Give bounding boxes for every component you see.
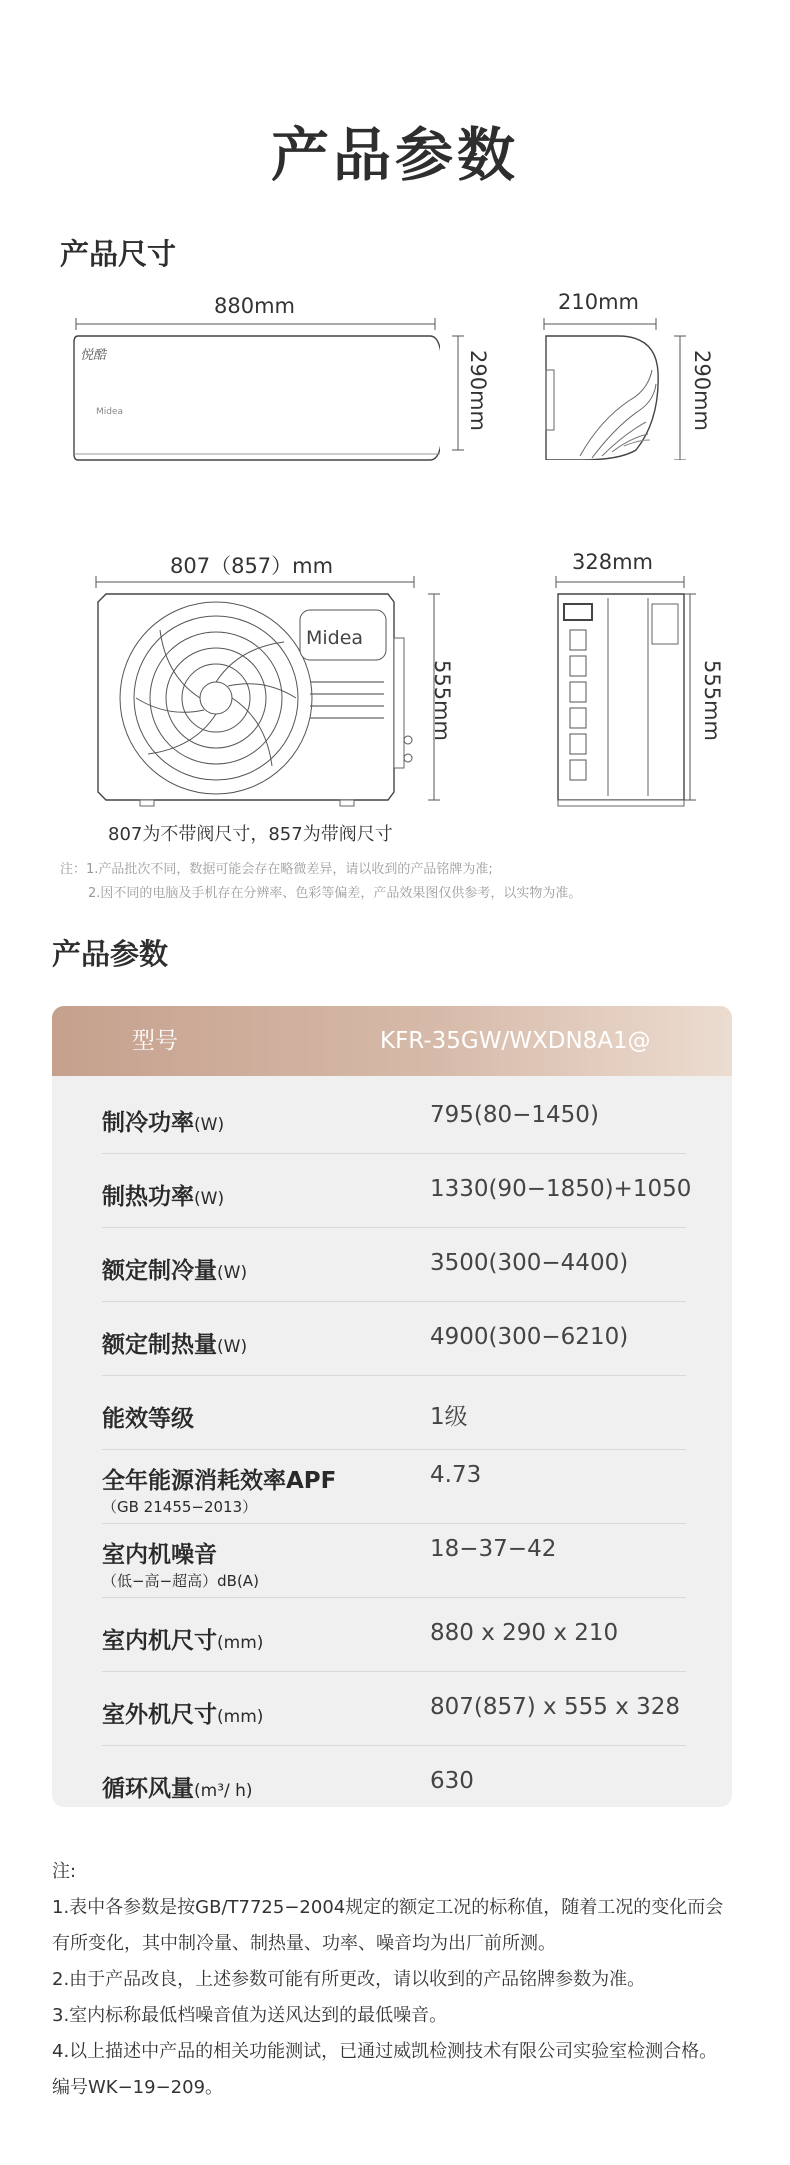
indoor-side-height-label: 290mm [690, 350, 714, 431]
row-value: 4900(300−6210) [430, 1324, 629, 1350]
row-value: 807(857) x 555 x 328 [430, 1694, 681, 1720]
model-label: 型号 [132, 1028, 178, 1054]
row-label: 室内机噪音 [102, 1542, 217, 1568]
row-sublabel: （低−高−超高）dB(A) [102, 1572, 259, 1590]
row-label: 额定制冷量 [102, 1258, 217, 1284]
row-label: 额定制热量 [102, 1332, 217, 1358]
footnote-title: 注: [52, 1861, 77, 1882]
indoor-unit-side-drawing [540, 310, 690, 460]
table-header [52, 1006, 732, 1076]
size-section-heading: 产品尺寸 [60, 237, 177, 271]
table-row [52, 1228, 732, 1302]
row-unit: (W) [194, 1189, 225, 1209]
indoor-logo: 悦酷 [80, 348, 107, 363]
valve-note: 807为不带阀尺寸，857为带阀尺寸 [108, 824, 393, 845]
row-value: 795(80−1450) [430, 1102, 599, 1128]
footnote-line: 有所变化，其中制冷量、制热量、功率、噪音均为出厂前所测。 [52, 1933, 556, 1954]
model-value: KFR-35GW/WXDN8A1@ [380, 1028, 651, 1054]
outdoor-height-label: 555mm [430, 660, 454, 741]
table-row [52, 1080, 732, 1154]
row-value: 1330(90−1850)+1050 [430, 1176, 692, 1202]
row-unit: (W) [217, 1337, 248, 1357]
disclaimer-line-1: 注：1.产品批次不同，数据可能会存在略微差异，请以收到的产品铭牌为准; [60, 862, 493, 877]
indoor-height-label: 290mm [466, 350, 490, 431]
row-label: 全年能源消耗效率APF [102, 1468, 337, 1494]
table-row [52, 1154, 732, 1228]
page-title: 产品参数 [270, 121, 519, 189]
row-unit: (W) [194, 1115, 225, 1135]
outdoor-side-height-label: 555mm [700, 660, 724, 741]
outdoor-brand-badge: Midea [306, 627, 364, 649]
row-label: 循环风量 [102, 1776, 194, 1802]
table-row [52, 1598, 732, 1672]
row-label: 室外机尺寸 [102, 1702, 217, 1728]
outdoor-unit-front-drawing [88, 568, 428, 808]
footnote-line: 4.以上描述中产品的相关功能测试，已通过威凯检测技术有限公司实验室检测合格。 [52, 2041, 718, 2062]
params-section-heading: 产品参数 [52, 937, 169, 971]
footnote-line: 编号WK−19−209。 [52, 2077, 224, 2098]
table-row [52, 1376, 732, 1450]
table-row [52, 1302, 732, 1376]
table-row [52, 1672, 732, 1746]
row-unit: (mm) [217, 1633, 264, 1653]
row-value: 880 x 290 x 210 [430, 1620, 619, 1646]
row-sublabel: （GB 21455−2013） [102, 1498, 258, 1516]
outdoor-depth-label: 328mm [572, 550, 653, 574]
footnote-line: 1.表中各参数是按GB/T7725−2004规定的额定工况的标称值，随着工况的变化而会 [52, 1897, 724, 1918]
table-row [52, 1450, 732, 1524]
indoor-brand-text: Midea [96, 407, 124, 417]
row-value: 18−37−42 [430, 1536, 557, 1562]
row-unit: (W) [217, 1263, 248, 1283]
outdoor-unit-side-drawing [548, 568, 698, 808]
footnote-line: 3.室内标称最低档噪音值为送风达到的最低噪音。 [52, 2005, 448, 2026]
row-label: 制热功率 [102, 1184, 194, 1210]
outdoor-width-label: 807（857）mm [170, 554, 334, 578]
row-value: 4.73 [430, 1462, 482, 1488]
row-label: 室内机尺寸 [102, 1628, 217, 1654]
row-label: 制冷功率 [102, 1110, 194, 1136]
row-value: 1级 [430, 1404, 468, 1430]
row-label: 能效等级 [102, 1406, 194, 1432]
footnote-line: 2.由于产品改良，上述参数可能有所更改，请以收到的产品铭牌参数为准。 [52, 1969, 646, 1990]
indoor-height-dimension [448, 334, 468, 452]
params-table [52, 1006, 732, 1807]
indoor-depth-label: 210mm [558, 290, 639, 314]
disclaimer-line-2: 2.因不同的电脑及手机存在分辨率、色彩等偏差，产品效果图仅供参考，以实物为准。 [88, 886, 582, 901]
table-row [52, 1746, 732, 1807]
table-row [52, 1524, 732, 1598]
row-value: 630 [430, 1768, 474, 1794]
indoor-width-label: 880mm [214, 294, 295, 318]
row-unit: (mm) [217, 1707, 264, 1727]
indoor-unit-front-drawing [70, 310, 440, 470]
row-value: 3500(300−4400) [430, 1250, 629, 1276]
row-unit: (m³/ h) [194, 1781, 253, 1801]
